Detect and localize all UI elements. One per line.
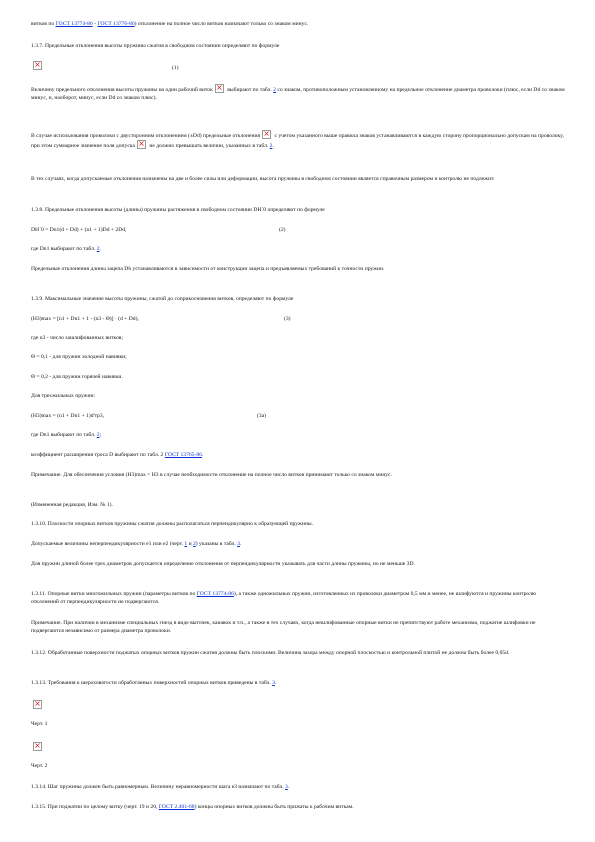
broken-image-icon — [262, 130, 271, 139]
figure-caption: Черт. 2 — [31, 763, 48, 769]
paragraph: Предельные отклонения длины зацепа Dh устанавливаются в зависимости от конструкции зацепа и предъявляемых требований к точности пружин. — [31, 266, 385, 272]
paragraph: витков по ГОСТ 13774-86 - ГОСТ 13776-86) отклонение на полное число витков назначают только со знаком минус. — [31, 21, 309, 27]
paragraph: где Dn1 выбирают по табл. 2. — [31, 246, 101, 252]
paragraph: В тех случаях, когда допускаемые отклонения назначены на две и более силы или деформации, высота пружины в свободном состоянии является справочным размером и контролю не подлежит. — [31, 176, 495, 182]
paragraph-1-3-7: 1.3.7. Предельные отклонения высоты пружины сжатия в свободном состоянии определяют по формуле — [31, 43, 280, 49]
paragraph-1-3-13: 1.3.13. Требования к шероховатости обработанных поверхностей опорных витков приведены в табл. 3. — [31, 680, 277, 686]
paragraph-1-3-9: 1.3.9. Максимальные значение высоты пружины, сжатой до соприкосновения витков, определяют по формуле — [31, 296, 294, 302]
link-gost-13776[interactable]: ГОСТ 13776-86 — [97, 21, 135, 27]
link-table-2[interactable]: 2 — [96, 246, 100, 252]
formula-3a: (H3)max = (n1 + Dn1 + 1)d'тр3, — [31, 413, 105, 419]
link-table-2[interactable]: 2 — [269, 143, 273, 150]
broken-image-icon — [33, 61, 42, 70]
paragraph: Для трехжильных пружин: — [31, 393, 96, 399]
link-drawing-2[interactable]: 2 — [192, 541, 196, 547]
paragraph-1-3-15: 1.3.15. При поджатии по целому витку (черт. 19 и 20, ГОСТ 2.401-68) концы опорных витков должны быть прижаты к рабочим виткам. — [31, 804, 354, 810]
broken-image-icon — [215, 84, 224, 93]
paragraph-1-3-8: 1.3.8. Предельные отклонения высоты (длины) пружины растяжения в свободном состоянии DH´0 определяют по формуле — [31, 207, 325, 213]
paragraph: Θ = 0,2 - для пружин горячей навивки. — [31, 374, 123, 380]
paragraph-1-3-14: 1.3.14. Шаг пружины должен быть равномерным. Величину неравномерности шага e3 назначают по табл. 3. — [31, 784, 290, 790]
paragraph: Величину предельного отклонения высоты пружины на один рабочий виток× выбирают по табл. 2 со знаком, противоположным установленному на предельное отклонение диаметра проволоки (плюс, если Dd со знаком минус, и, наоборот, минус, если Dd со знаком плюс). — [31, 84, 565, 102]
broken-image-icon — [137, 140, 146, 149]
link-table-3[interactable]: 3 — [237, 541, 240, 547]
paragraph: Θ = 0,1 - для пружин холодной навивки; — [31, 354, 127, 360]
paragraph: где Dn1 выбирают по табл. 2; — [31, 432, 102, 438]
figure-caption: Черт. 1 — [31, 721, 48, 727]
link-gost-13765[interactable]: ГОСТ 13765-86 — [164, 452, 202, 458]
formula-number: (1) — [172, 65, 179, 71]
formula-3: (H3)max = [n1 + Dn1 + 1 - (n3 - Θ)] · (d + Dd), — [31, 316, 139, 322]
link-gost-13774[interactable]: ГОСТ 13774-86 — [196, 591, 234, 597]
formula-2: DH´0 = Dn1(d + Dd) + (n1 + 1)Dd + 2Dd, — [31, 227, 127, 233]
note-paragraph: Примечание. При наличии в механизме специальных гнезд в виде выточек, канавок и т.п., а также в тех случаях, когда нешлифованные опорные витки не препятствуют работе механизма, поджатие шлифовки не подвергаются независимо от размера диаметра проволоки. — [31, 620, 536, 635]
link-gost-2-401[interactable]: ГОСТ 2.401-68 — [158, 804, 195, 810]
link-table-3[interactable]: 3 — [272, 680, 275, 686]
link-gost-13774[interactable]: ГОСТ 13774-86 — [55, 21, 93, 27]
formula-number: (2) — [279, 227, 286, 233]
link-drawing-1[interactable]: 1 — [184, 541, 188, 547]
link-table-2[interactable]: 2 — [96, 432, 100, 438]
paragraph-1-3-11: 1.3.11. Опорные витки многожильных пружин (параметры витков по ГОСТ 13774-86), а также одножильных пружин, изготовленных из проволоки диаметром 0,5 мм и менее, не шлифуются и пружины контролю отклонений от перпендикулярности не подвергаются. — [31, 591, 537, 606]
broken-image-icon — [33, 742, 42, 751]
paragraph-1-3-12: 1.3.12. Обработанные поверхности поджатых опорных витков пружин сжатия должны быть плоскими. Величина зазора между опорной плоскостью и контрольной плитой не должна быть более 0,05d. — [31, 650, 510, 656]
link-table-3[interactable]: 3 — [285, 784, 288, 790]
paragraph: В случае использования проволоки с двусторонним отклонением (±Dd) предельные отклонения× с учетом указанного выше правила знаков устанавливаются в каждую сторону пропорционально допускам на проволоку, при этом суммарное значение поля допуска× не должно превышать величин, указанных в табл. 2. — [31, 130, 565, 150]
paragraph-1-3-10: 1.3.10. Плоскости опорных витков пружины сжатия должны располагаться перпендикулярно к образующей пружины. — [31, 521, 314, 527]
formula-number: (3а) — [257, 413, 267, 419]
note-paragraph: Примечание. Для обеспечения условия (H3)max < H3 в случае необходимости отклонение на полное число витков принимают только со знаком минус. — [31, 472, 392, 478]
broken-image-icon — [33, 700, 42, 709]
formula-number: (3) — [284, 316, 291, 322]
paragraph: Для пружин длиной более трех диаметров допускается определение отклонения от перпендикулярности указывать для части длины пружины, но не меньше 3D. — [31, 561, 415, 567]
paragraph: Допускаемые величины неперпендикулярности e1 или e2 (черт. 1 и 2) указаны в табл. 3. — [31, 541, 242, 547]
link-table-2[interactable]: 2 — [273, 87, 276, 93]
amendment-note: (Измененная редакция, Изм. № 1). — [31, 502, 113, 508]
paragraph: где n3 - число зашлифованных витков; — [31, 335, 123, 341]
paragraph: коэффициент расширения троса D выбирают по табл. 2 ГОСТ 13765-86. — [31, 452, 204, 458]
